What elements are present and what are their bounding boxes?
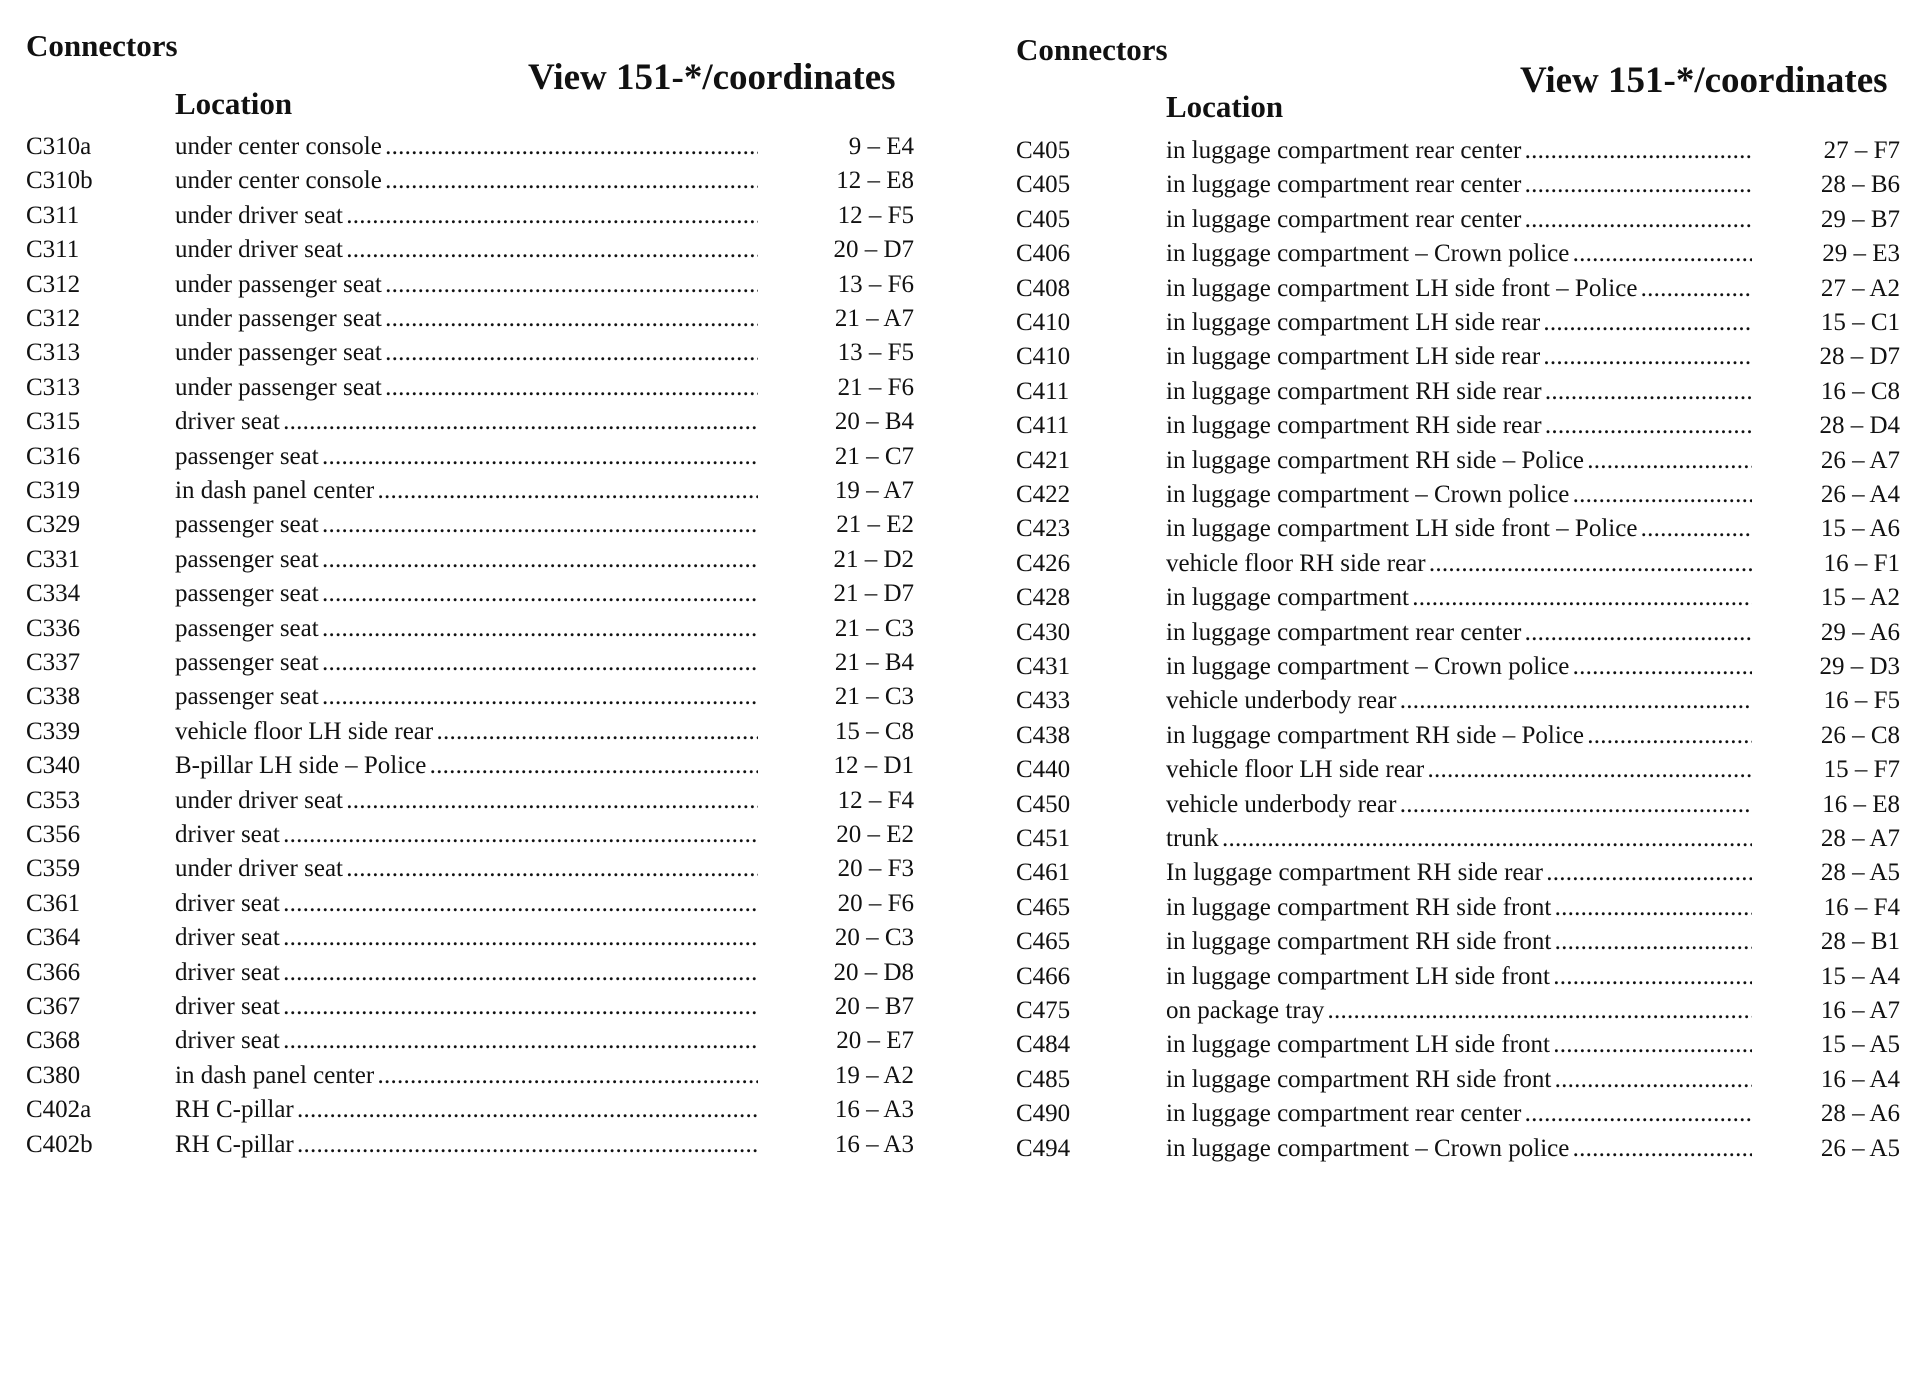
connector-code: C440	[1016, 756, 1071, 784]
connector-code: C411	[1016, 412, 1070, 440]
connector-code: C494	[1016, 1134, 1071, 1162]
right-connector-column	[990, 0, 1908, 1376]
connector-code: C410	[1016, 343, 1071, 371]
connector-location: vehicle floor LH side rear . . .	[175, 711, 758, 752]
view-coordinate: 26 – A4	[1820, 481, 1900, 508]
connector-code: C361	[26, 889, 81, 917]
connector-code: C310a	[26, 133, 92, 160]
connector-location: passenger seat . . .	[175, 573, 758, 614]
connector-code: C334	[26, 580, 81, 608]
connector-code: C340	[26, 752, 81, 780]
view-coordinate: 28 – A7	[1820, 825, 1900, 852]
connector-code: C475	[1016, 997, 1071, 1024]
connector-location: on package tray . . .	[1166, 990, 1752, 1031]
view-coordinate: 21 – D2	[833, 545, 914, 573]
connector-location: In luggage compartment RH side rear . . .	[1166, 852, 1752, 893]
connector-code: C430	[1016, 618, 1071, 646]
connector-location: driver seat . . .	[175, 814, 758, 855]
connector-location: under driver seat . . .	[175, 229, 758, 270]
location-heading: Location	[175, 86, 293, 121]
connector-code: C431	[1016, 653, 1071, 680]
view-coordinate: 13 – F6	[837, 270, 914, 298]
view-coordinate: 26 – C8	[1820, 721, 1900, 749]
connector-location: in luggage compartment rear center . . .	[1166, 130, 1752, 171]
view-coordinate: 29 – E3	[1822, 240, 1900, 268]
connector-code: C359	[26, 855, 81, 883]
connector-code: C411	[1016, 377, 1070, 405]
connector-location: passenger seat . . .	[175, 504, 758, 545]
view-coordinate: 16 – A3	[834, 1130, 914, 1158]
connector-code: C408	[1016, 274, 1071, 302]
connector-location: in luggage compartment . . .	[1166, 577, 1752, 618]
connector-location: in luggage compartment RH side front . . .	[1166, 887, 1752, 928]
view-coordinate: 27 – F7	[1823, 137, 1900, 164]
connector-location: under passenger seat . . .	[175, 264, 758, 305]
connector-location: in luggage compartment rear center . . .	[1166, 199, 1752, 240]
view-coordinate: 28 – B1	[1820, 928, 1900, 956]
view-coordinate: 12 – F4	[837, 786, 914, 814]
connector-code: C368	[26, 1027, 81, 1055]
connector-location: vehicle floor RH side rear . . .	[1166, 543, 1752, 584]
connector-location: passenger seat . . .	[175, 676, 758, 717]
connector-code: C336	[26, 614, 81, 642]
view-coordinate: 21 – B4	[834, 649, 914, 676]
view-coordinate: 21 – F6	[837, 373, 914, 401]
connector-code: C465	[1016, 893, 1071, 921]
connector-code: C465	[1016, 928, 1071, 956]
connector-location: trunk . . .	[1166, 818, 1752, 859]
connector-code: C312	[26, 270, 81, 298]
connector-location: in luggage compartment RH side rear . . .	[1166, 405, 1752, 446]
connector-location: in luggage compartment LH side front . . .	[1166, 956, 1752, 997]
connector-code: C422	[1016, 481, 1071, 508]
connector-location: in luggage compartment RH side – Police . . .	[1166, 440, 1752, 481]
connector-code: C313	[26, 339, 81, 367]
connector-code: C461	[1016, 859, 1071, 887]
connector-location: in luggage compartment – Crown police . . .	[1166, 233, 1752, 274]
connector-code: C339	[26, 717, 81, 745]
connector-location: in luggage compartment rear center . . .	[1166, 1093, 1752, 1134]
connector-location: in luggage compartment LH side rear . . .	[1166, 336, 1752, 377]
connector-location: driver seat . . .	[175, 917, 758, 958]
connector-code: C438	[1016, 721, 1071, 749]
connector-code: C451	[1016, 825, 1071, 852]
connectors-heading: Connectors	[1016, 32, 1168, 67]
connector-code: C433	[1016, 687, 1071, 715]
connector-location: driver seat . . .	[175, 1020, 758, 1061]
connector-location: in luggage compartment RH side rear . . .	[1166, 371, 1752, 412]
view-coordinate: 21 – D7	[833, 580, 914, 608]
view-coordinate: 16 – A4	[1820, 1065, 1900, 1093]
view-coordinate: 15 – C8	[834, 717, 914, 745]
view-coordinate: 21 – C3	[834, 614, 914, 642]
connector-location: under driver seat . . .	[175, 780, 758, 821]
connector-code: C316	[26, 442, 81, 470]
view-coordinate: 15 – A5	[1820, 1031, 1900, 1059]
view-coordinate: 12 – E8	[836, 167, 914, 195]
view-coordinate: 20 – E7	[836, 1027, 914, 1055]
view-coordinate: 16 – A3	[834, 1096, 914, 1124]
connector-code: C353	[26, 786, 81, 814]
connector-code: C319	[26, 477, 81, 504]
connector-code: C450	[1016, 790, 1071, 818]
view-coordinate: 20 – F3	[837, 855, 914, 883]
connector-code: C310b	[26, 167, 93, 195]
view-coordinate: 15 – A6	[1820, 515, 1900, 543]
view-coordinate: 15 – A2	[1820, 584, 1900, 612]
connector-location: in luggage compartment RH side front . . .	[1166, 921, 1752, 962]
view-coordinate: 15 – F7	[1823, 756, 1900, 784]
connector-location: in luggage compartment RH side – Police . . .	[1166, 715, 1752, 756]
connector-code: C426	[1016, 549, 1071, 577]
view-coordinate: 20 – D8	[833, 958, 914, 986]
connector-code: C337	[26, 649, 81, 676]
view-coordinate: 19 – A2	[834, 1061, 914, 1089]
view-coordinate: 20 – D7	[833, 236, 914, 264]
connector-code: C485	[1016, 1065, 1071, 1093]
connectors-heading: Connectors	[26, 28, 178, 63]
view-coordinate: 26 – A7	[1820, 446, 1900, 474]
view-coordinate: 21 – E2	[836, 511, 914, 539]
view-coordinate: 16 – F5	[1823, 687, 1900, 715]
connector-code: C338	[26, 683, 81, 711]
connector-code: C484	[1016, 1031, 1071, 1059]
view-coordinate: 20 – B7	[834, 993, 914, 1020]
connector-code: C405	[1016, 171, 1071, 199]
view-coordinate: 28 – D7	[1819, 343, 1900, 371]
connector-location: in luggage compartment rear center . . .	[1166, 164, 1752, 205]
connector-location: driver seat . . .	[175, 952, 758, 993]
view-coordinate: 15 – C1	[1820, 309, 1900, 336]
connector-code: C312	[26, 305, 81, 332]
connector-code: C313	[26, 373, 81, 401]
view-coordinate: 20 – B4	[834, 408, 914, 436]
view-coordinate: 29 – A6	[1820, 618, 1900, 646]
connector-location: under center console . . .	[175, 126, 758, 167]
connector-location: under center console . . .	[175, 160, 758, 201]
view-coordinate: 9 – E4	[848, 133, 914, 160]
connector-location: RH C-pillar . . .	[175, 1124, 758, 1165]
view-coordinate: 29 – B7	[1820, 205, 1900, 233]
connector-location: in luggage compartment LH side rear . . .	[1166, 302, 1752, 343]
connector-location: under passenger seat . . .	[175, 332, 758, 373]
view-coordinate: 16 – C8	[1820, 377, 1900, 405]
connector-code: C311	[26, 201, 80, 229]
view-coordinate: 20 – E2	[836, 821, 914, 848]
view-coordinates-heading: View 151-*/coordinates	[528, 57, 896, 98]
connector-code: C331	[26, 545, 81, 573]
connector-location: passenger seat . . .	[175, 539, 758, 580]
view-coordinate: 20 – C3	[834, 924, 914, 952]
connector-location: in luggage compartment – Crown police . . .	[1166, 1128, 1752, 1169]
connector-location: in luggage compartment – Crown police . . .	[1166, 646, 1752, 687]
connector-location: in luggage compartment LH side front – Police . . .	[1166, 508, 1752, 549]
connector-location: in dash panel center . . .	[175, 470, 758, 511]
connector-code: C405	[1016, 137, 1071, 164]
connector-code: C329	[26, 511, 81, 539]
connector-code: C366	[26, 958, 81, 986]
view-coordinate: 16 – E8	[1822, 790, 1900, 818]
connector-code: C380	[26, 1061, 81, 1089]
connector-location: passenger seat . . .	[175, 642, 758, 683]
connector-location: in dash panel center . . .	[175, 1055, 758, 1096]
connector-location: in luggage compartment LH side front – Police . . .	[1166, 268, 1752, 309]
view-coordinate: 12 – F5	[837, 201, 914, 229]
connector-location: vehicle underbody rear . . .	[1166, 680, 1752, 721]
connector-code: C356	[26, 821, 81, 848]
connector-code: C428	[1016, 584, 1071, 612]
connector-code: C364	[26, 924, 81, 952]
view-coordinate: 15 – A4	[1820, 962, 1900, 990]
connector-code: C421	[1016, 446, 1071, 474]
connector-location: passenger seat . . .	[175, 436, 758, 477]
connector-code: C406	[1016, 240, 1071, 268]
connector-code: C311	[26, 236, 80, 264]
view-coordinate: 12 – D1	[833, 752, 914, 780]
view-coordinate: 20 – F6	[837, 889, 914, 917]
view-coordinate: 27 – A2	[1820, 274, 1900, 302]
left-connector-column	[0, 0, 930, 1376]
view-coordinate: 16 – A7	[1820, 997, 1900, 1024]
connector-location: in luggage compartment LH side front . . .	[1166, 1024, 1752, 1065]
view-coordinate: 16 – F1	[1823, 549, 1900, 577]
connector-code: C410	[1016, 309, 1071, 336]
connector-location: under driver seat . . .	[175, 195, 758, 236]
view-coordinate: 21 – A7	[834, 305, 914, 332]
connector-location: under driver seat . . .	[175, 848, 758, 889]
connector-location: driver seat . . .	[175, 986, 758, 1027]
view-coordinate: 26 – A5	[1820, 1134, 1900, 1162]
view-coordinate: 29 – D3	[1819, 653, 1900, 680]
connector-code: C315	[26, 408, 81, 436]
connector-location: vehicle underbody rear . . .	[1166, 784, 1752, 825]
view-coordinate: 28 – A6	[1820, 1100, 1900, 1128]
view-coordinate: 19 – A7	[834, 477, 914, 504]
connector-location: in luggage compartment rear center . . .	[1166, 612, 1752, 653]
view-coordinate: 13 – F5	[837, 339, 914, 367]
connector-code: C402b	[26, 1130, 93, 1158]
connector-location: under passenger seat . . .	[175, 367, 758, 408]
connector-code: C466	[1016, 962, 1071, 990]
connector-code: C405	[1016, 205, 1071, 233]
connector-location: driver seat . . .	[175, 883, 758, 924]
view-coordinates-heading: View 151-*/coordinates	[1520, 60, 1888, 101]
location-heading: Location	[1166, 89, 1284, 124]
connector-location: vehicle floor LH side rear . . .	[1166, 749, 1752, 790]
connector-location: in luggage compartment RH side front . . .	[1166, 1059, 1752, 1100]
view-coordinate: 28 – D4	[1819, 412, 1900, 440]
connector-code: C423	[1016, 515, 1071, 543]
view-coordinate: 21 – C7	[834, 442, 914, 470]
connector-location: driver seat . . .	[175, 401, 758, 442]
view-coordinate: 28 – A5	[1820, 859, 1900, 887]
connector-location: passenger seat . . .	[175, 608, 758, 649]
connector-location: RH C-pillar . . .	[175, 1089, 758, 1130]
connector-location: under passenger seat . . .	[175, 298, 758, 339]
connector-code: C367	[26, 993, 81, 1020]
view-coordinate: 16 – F4	[1823, 893, 1900, 921]
connector-location: in luggage compartment – Crown police . . .	[1166, 474, 1752, 515]
view-coordinate: 28 – B6	[1820, 171, 1900, 199]
connector-code: C490	[1016, 1100, 1071, 1128]
connector-code: C402a	[26, 1096, 92, 1124]
connector-location: B-pillar LH side – Police . . .	[175, 745, 758, 786]
view-coordinate: 21 – C3	[834, 683, 914, 711]
table-row	[0, 1124, 930, 1165]
table-row	[990, 1128, 1908, 1169]
